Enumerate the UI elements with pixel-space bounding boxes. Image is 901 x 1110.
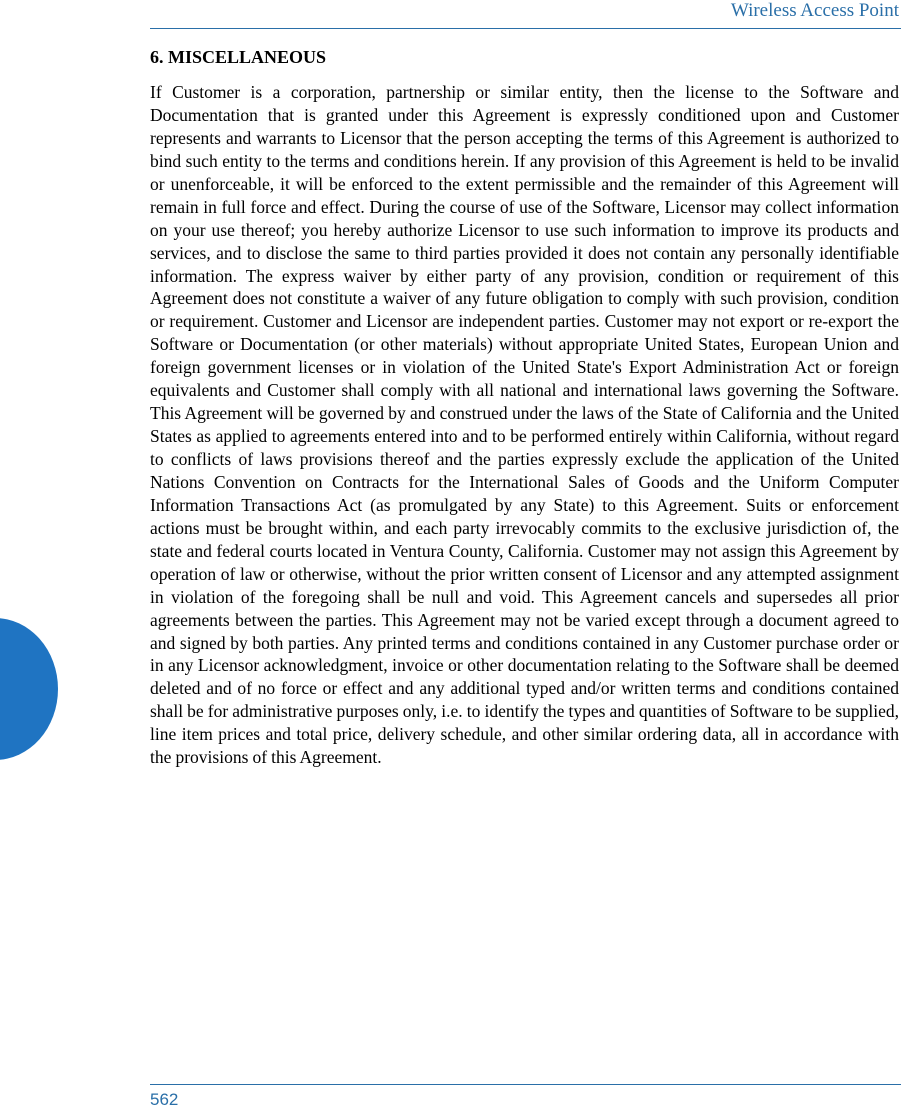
running-header-title: Wireless Access Point	[730, 0, 899, 21]
header-divider	[150, 28, 901, 29]
section-body-paragraph: If Customer is a corporation, partnership or similar entity, then the license to the Software and Documentation that is granted under this Agreement is expressly conditioned upon and Customer represents and warrants to Licensor that the person accepting the terms of this Agreement is authorized to bind such entity to the terms and conditions herein. If any provision of this Agreement is held to be invalid or unenforceable, it will be enforced to the extent permissible and the remainder of this Agreement will remain in full force and effect. During the course of use of the Software, Licensor may collect information on your use thereof; you hereby authorize Licensor to use such information to improve its products and services, and to disclose the same to third parties provided it does not contain any personally identifiable information. The express waiver by either party of any provision, condition or requirement of this Agreement does not constitute a waiver of any future obligation to comply with such provision, condition or requirement. Customer and Licensor are independent parties. Customer may not export or re-export the Software or Documentation (or other materials) without appropriate United States, European Union and foreign government licenses or in violation of the United State's Export Administration Act or foreign equivalents and Customer shall comply with all national and international laws governing the Software. This Agreement will be governed by and construed under the laws of the State of California and the United States as applied to agreements entered into and to be performed entirely within California, without regard to conflicts of laws provisions thereof and the parties expressly exclude the application of the United Nations Convention on Contracts for the International Sales of Goods and the Uniform Computer Information Transactions Act (as promulgated by any State) to this Agreement. Suits or enforcement actions must be brought within, and each party irrevocably commits to the exclusive jurisdiction of, the state and federal courts located in Ventura County, California. Customer may not assign this Agreement by operation of law or otherwise, without the prior written consent of Licensor and any attempted assignment in violation of the foregoing shall be null and void. This Agreement cancels and supersedes all prior agreements between the parties. This Agreement may not be varied except through a document agreed to and signed by both parties. Any printed terms and conditions contained in any Customer purchase order or in any Licensor acknowledgment, invoice or other documentation relating to the Software shall be deemed deleted and of no force or effect and any additional typed and/or written terms and conditions contained shall be for administrative purposes only, i.e. to identify the types and quantities of Software to be supplied, line item prices and total price, delivery schedule, and other similar ordering data, all in accordance with the provisions of this Agreement.	[150, 82, 899, 768]
footer-divider	[150, 1084, 901, 1085]
section-heading: 6. MISCELLANEOUS	[150, 47, 327, 67]
chapter-tab-marker	[0, 618, 58, 760]
page-number: 562	[150, 1090, 179, 1109]
